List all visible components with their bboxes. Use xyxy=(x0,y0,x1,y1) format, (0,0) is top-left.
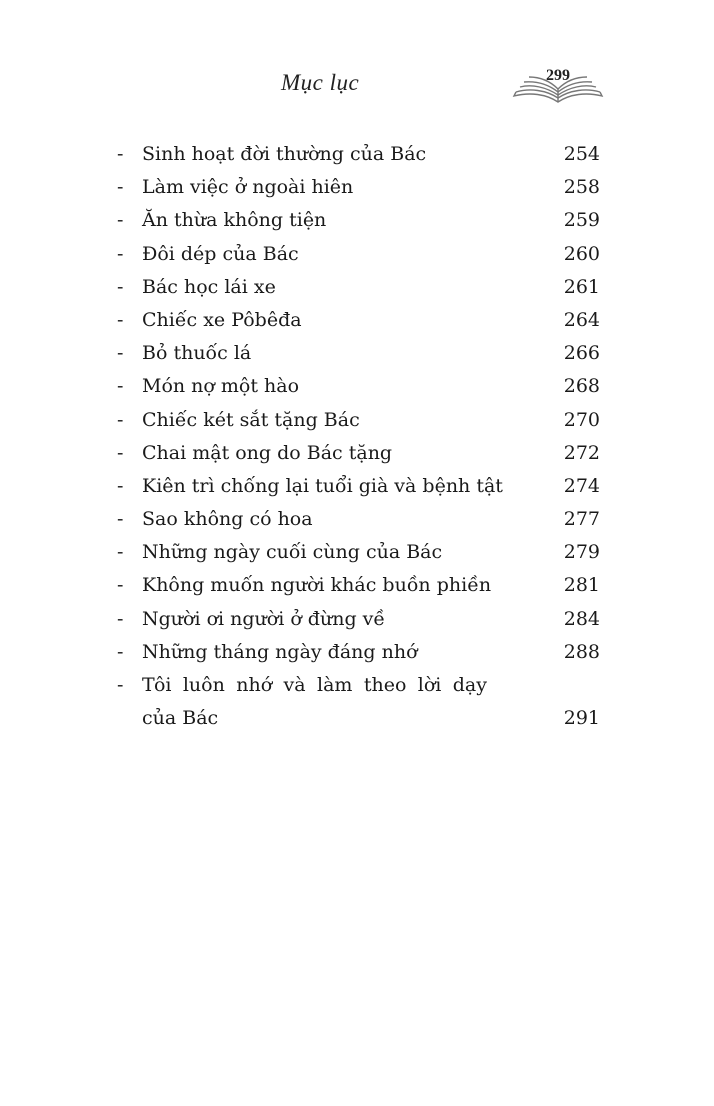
toc-page-number: 279 xyxy=(563,541,600,564)
toc-dash: - xyxy=(117,474,124,497)
toc-entry xyxy=(0,237,714,270)
page-number: 299 xyxy=(546,67,570,84)
toc-page-number: 270 xyxy=(563,408,600,431)
toc-dash: - xyxy=(117,674,124,696)
toc-entry xyxy=(0,403,714,436)
toc-entry xyxy=(0,502,714,535)
toc-page-number: 277 xyxy=(563,508,600,531)
toc-title: Không muốn người khác buồn phiền xyxy=(142,574,492,597)
toc-title: Người ơi người ở đừng về xyxy=(142,607,386,630)
toc-entry xyxy=(0,270,714,303)
toc-page-number: 281 xyxy=(563,574,600,597)
toc-dash: - xyxy=(117,640,124,663)
toc-title: Món nợ một hào xyxy=(142,375,300,398)
toc-title: Đôi dép của Bác xyxy=(142,242,299,265)
toc-entry xyxy=(0,436,714,469)
toc-entry xyxy=(0,602,714,635)
toc-entry xyxy=(0,469,714,502)
toc-dash: - xyxy=(117,375,124,398)
toc-title: Làm việc ở ngoài hiên xyxy=(142,176,354,199)
toc-entry xyxy=(0,336,714,369)
toc-entry xyxy=(0,303,714,336)
page-number-badge xyxy=(512,62,604,104)
toc-page-number: 272 xyxy=(563,441,600,464)
toc-title: Chiếc xe Pôbêđa xyxy=(142,308,302,331)
toc-title: Chai mật ong do Bác tặng xyxy=(142,441,393,464)
toc-dash: - xyxy=(117,441,124,464)
toc-page-number: 254 xyxy=(563,143,600,165)
toc-title-line-1: Tôi luôn nhớ và làm theo lời dạy xyxy=(142,674,487,696)
toc-page-number: 261 xyxy=(563,275,600,298)
toc-page-number: 266 xyxy=(563,342,600,365)
toc-title: Những ngày cuối cùng của Bác xyxy=(142,541,443,564)
toc-title: Sinh hoạt đời thường của Bác xyxy=(142,143,427,165)
toc-entry xyxy=(0,535,714,568)
toc-dash: - xyxy=(117,242,124,265)
toc-title: Ăn thừa không tiện xyxy=(142,209,327,232)
toc-entry xyxy=(0,635,714,668)
toc-page-number: 258 xyxy=(563,176,600,199)
toc-page-number: 264 xyxy=(563,308,600,331)
toc-page-number: 284 xyxy=(563,607,600,630)
toc-entry xyxy=(0,137,714,170)
toc-dash: - xyxy=(117,574,124,597)
toc-title: Sao không có hoa xyxy=(142,508,313,531)
toc-dash: - xyxy=(117,176,124,199)
toc-page-number: 274 xyxy=(563,474,600,497)
toc-title: Kiên trì chống lại tuổi già và bệnh tật xyxy=(142,474,503,497)
table-of-contents xyxy=(0,137,714,734)
toc-entry xyxy=(0,369,714,402)
toc-title: Bác học lái xe xyxy=(142,275,276,298)
toc-title: Những tháng ngày đáng nhớ xyxy=(142,640,418,663)
running-header-title: Mục lục xyxy=(281,70,360,95)
toc-title: Chiếc két sắt tặng Bác xyxy=(142,408,360,431)
toc-page-number: 268 xyxy=(563,375,600,398)
toc-page-number: 260 xyxy=(563,242,600,265)
toc-dash: - xyxy=(117,508,124,531)
toc-dash: - xyxy=(117,408,124,431)
toc-title-line-2: của Bác xyxy=(142,707,219,729)
toc-dash: - xyxy=(117,209,124,232)
toc-dash: - xyxy=(117,342,124,365)
toc-dash: - xyxy=(117,607,124,630)
toc-page-number: 259 xyxy=(563,209,600,232)
toc-title: Bỏ thuốc lá xyxy=(142,342,252,365)
toc-entry xyxy=(0,203,714,236)
toc-page-number: 288 xyxy=(563,640,600,663)
toc-dash: - xyxy=(117,143,124,165)
toc-entry xyxy=(0,668,714,734)
toc-dash: - xyxy=(117,541,124,564)
toc-dash: - xyxy=(117,275,124,298)
toc-dash: - xyxy=(117,308,124,331)
toc-entry xyxy=(0,170,714,203)
toc-entry xyxy=(0,568,714,601)
toc-page-number: 291 xyxy=(563,707,600,729)
